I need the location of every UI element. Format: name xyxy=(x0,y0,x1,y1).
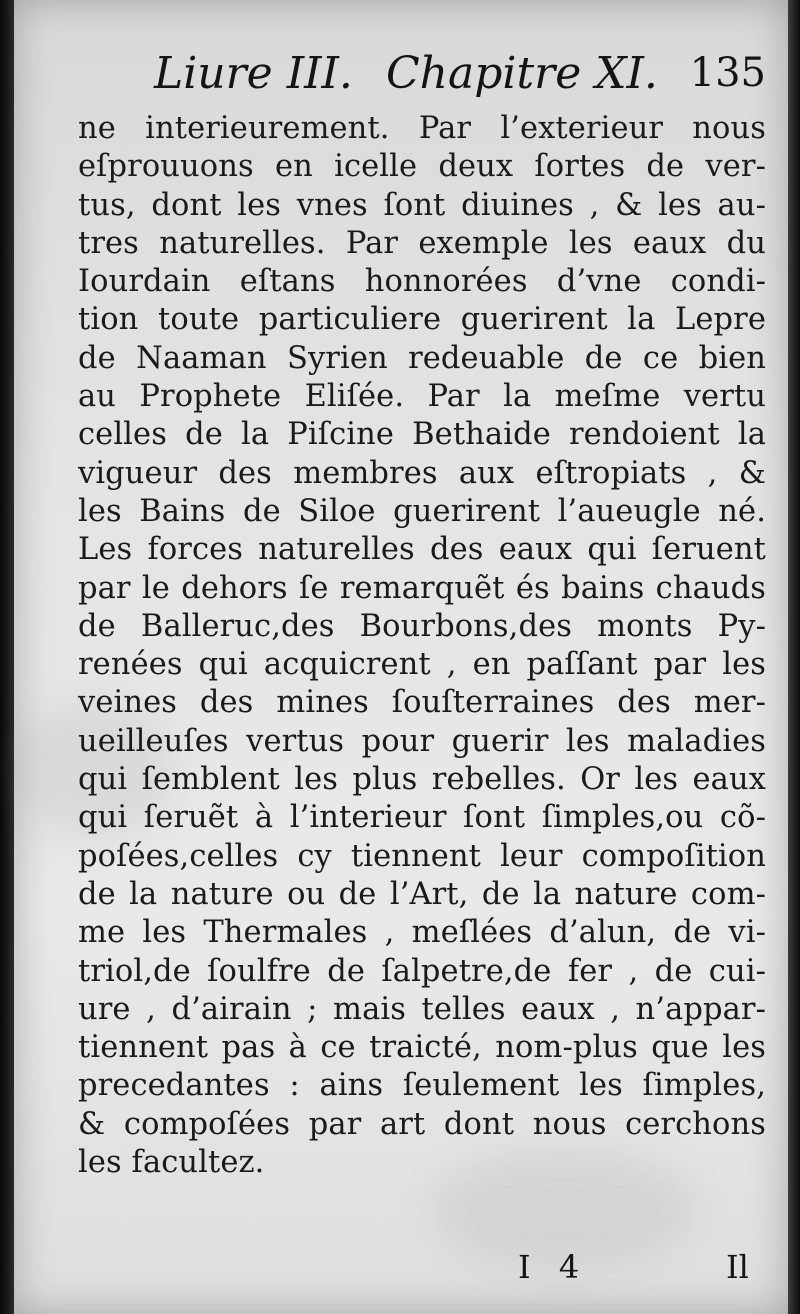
text-line: me les Thermales , meſlées d’alun, de vi- xyxy=(78,915,766,951)
text-line: precedantes : ains ſeulement les ſimples, xyxy=(78,1068,766,1104)
text-line: de la nature ou de l’Art, de la nature com- xyxy=(78,876,766,912)
signature-mark: I 4 xyxy=(518,1248,580,1286)
text-line: Iourdain eſtans honnorées d’vne condi- xyxy=(78,264,766,300)
text-line: & compoſées par art dont nous cerchons xyxy=(78,1106,766,1142)
text-line: ne interieurement. Par l’exterieur nous xyxy=(78,111,766,146)
page-left-edge xyxy=(0,0,14,1314)
text-line: eſprouuons en icelle deux ſortes de ver- xyxy=(78,149,766,185)
page-footer xyxy=(14,1248,788,1294)
text-line: veines des mines ſouſterraines des mer- xyxy=(78,685,766,721)
page-number: 135 xyxy=(689,50,766,96)
text-line: triol,de ſoulfre de ſalpetre,de fer , de cui- xyxy=(78,953,766,989)
text-line: ure , d’airain ; mais telles eaux , n’appar- xyxy=(78,991,766,1027)
page-right-edge xyxy=(788,0,800,1314)
text-line: les Bains de Siloe guerirent l’aueugle né. xyxy=(78,493,766,529)
text-line: qui ſeruẽt à l’interieur ſont ſimples,ou cõ- xyxy=(78,800,766,836)
text-line: tiennent pas à ce traicté, nom-plus que les xyxy=(78,1030,766,1066)
text-line: ueilleuſes vertus pour guerir les maladies xyxy=(78,723,766,759)
running-header xyxy=(154,48,766,106)
text-line: par le dehors ſe remarquẽt és bains chauds xyxy=(78,570,766,606)
body-text xyxy=(78,110,766,1182)
book-title: Liure III. xyxy=(154,48,353,99)
text-line: qui ſemblent les plus rebelles. Or les eaux xyxy=(78,762,766,798)
text-line: les facultez. xyxy=(78,1145,265,1181)
chapter-title: Chapitre XI. xyxy=(386,48,658,99)
text-line: tion toute particuliere guerirent la Lepre xyxy=(78,302,766,338)
text-line: de Naaman Syrien redeuable de ce bien xyxy=(78,340,766,376)
text-line: au Prophete Eliſée. Par la meſme vertu xyxy=(78,379,766,415)
text-line: tus, dont les vnes ſont diuines , & les au- xyxy=(78,187,766,223)
text-line: celles de la Piſcine Bethaide rendoient la xyxy=(78,417,766,453)
book-page xyxy=(14,0,788,1314)
text-line: poſées,celles cy tiennent leur compoſition xyxy=(78,838,766,874)
text-line: vigueur des membres aux eſtropiats , & xyxy=(78,455,766,491)
text-line: renées qui acquicrent , en paſſant par les xyxy=(78,647,766,683)
text-line: de Balleruc,des Bourbons,des monts Py- xyxy=(78,608,766,644)
catchword: Il xyxy=(726,1248,749,1286)
text-line: tres naturelles. Par exemple les eaux du xyxy=(78,225,766,261)
text-line: Les forces naturelles des eaux qui ſeruent xyxy=(78,532,766,568)
